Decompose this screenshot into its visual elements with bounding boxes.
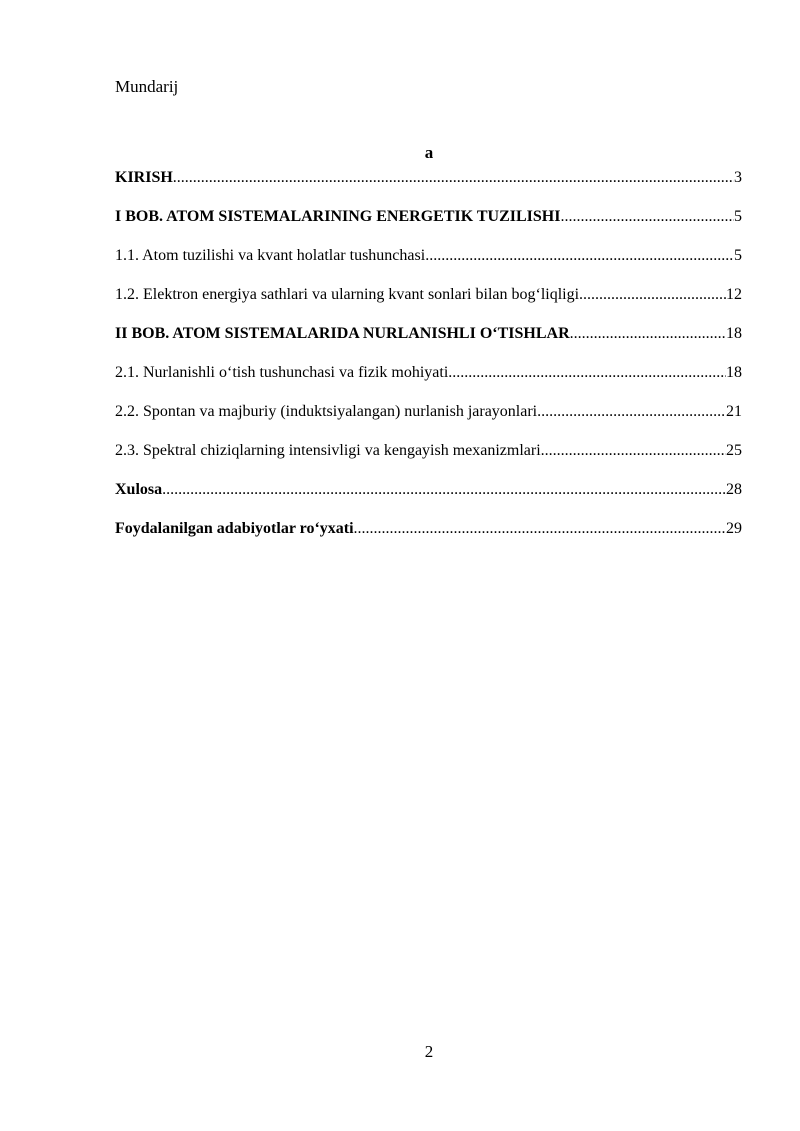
toc-entry-label: 1.2. Elektron energiya sathlari va ularning kvant sonlari bilan bog‘liqligi [115, 286, 580, 303]
toc-dot-leader [560, 206, 734, 228]
toc-dot-leader [162, 479, 726, 501]
toc-entry-label: Xulosa [115, 481, 163, 498]
toc-entry-chapter-1[interactable] [115, 206, 742, 228]
toc-entry-page: 5 [734, 208, 742, 225]
toc-entry-label: II BOB. ATOM SISTEMALARIDA NURLANISHLI O‘TISHLAR [115, 325, 570, 342]
toc-entry-page: 29 [726, 520, 742, 537]
toc-entry-label: 2.1. Nurlanishli o‘tish tushunchasi va fizik mohiyati [115, 364, 449, 381]
toc-heading: Mundarij [115, 77, 179, 96]
toc-dot-leader [173, 167, 734, 189]
toc-dot-leader [579, 284, 726, 306]
toc-entry-kirish[interactable] [115, 167, 742, 189]
toc-entry-label: KIRISH [115, 169, 173, 186]
toc-entry-page: 25 [726, 442, 742, 459]
toc-entry-label: 2.3. Spektral chiziqlarning intensivligi va kengayish mexanizmlari [115, 442, 541, 459]
toc-dot-leader [570, 323, 726, 345]
toc-entry-section-2-3[interactable] [115, 440, 742, 462]
toc-entry-page: 12 [726, 286, 742, 303]
toc-heading-continuation: a [424, 143, 434, 162]
toc-dot-leader [425, 245, 734, 267]
toc-dot-leader [541, 440, 726, 462]
toc-dot-leader [354, 518, 726, 540]
toc-dot-leader [448, 362, 726, 384]
toc-entry-references[interactable] [115, 518, 742, 540]
toc-entry-page: 3 [734, 169, 742, 186]
toc-entry-conclusion[interactable] [115, 479, 742, 501]
toc-entry-page: 18 [726, 325, 742, 342]
toc-entry-page: 21 [726, 403, 742, 420]
toc-dot-leader [537, 401, 726, 423]
toc-entry-page: 28 [726, 481, 742, 498]
toc-entry-section-2-2[interactable] [115, 401, 742, 423]
toc-entry-chapter-2[interactable] [115, 323, 742, 345]
toc-entry-section-1-1[interactable] [115, 245, 742, 267]
toc-entry-label: Foydalanilgan adabiyotlar ro‘yxati [115, 520, 354, 537]
toc-entry-label: 2.2. Spontan va majburiy (induktsiyalangan) nurlanish jarayonlari [115, 403, 538, 420]
toc-entry-label: I BOB. ATOM SISTEMALARINING ENERGETIK TUZILISHI [115, 208, 561, 225]
toc-entry-page: 18 [726, 364, 742, 381]
toc-entry-section-2-1[interactable] [115, 362, 742, 384]
page-number: 2 [424, 1042, 434, 1061]
toc-entry-page: 5 [734, 247, 742, 264]
toc-entry-section-1-2[interactable] [115, 284, 742, 306]
toc-entry-label: 1.1. Atom tuzilishi va kvant holatlar tushunchasi [115, 247, 426, 264]
